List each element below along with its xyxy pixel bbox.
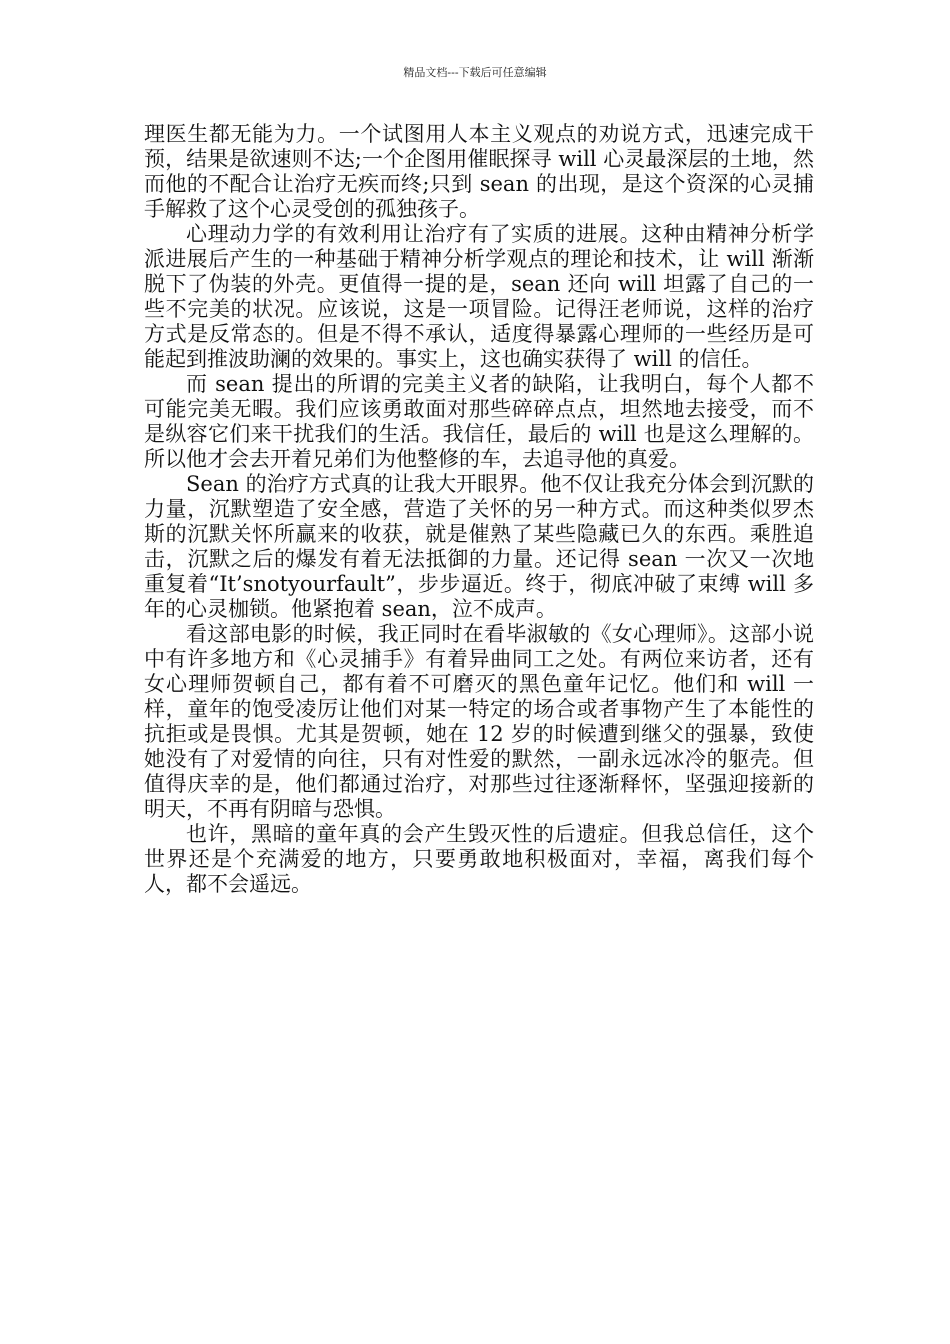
paragraph: 也许，黑暗的童年真的会产生毁灭性的后遗症。但我总信任，这个世界还是个充满爱的地方，只要勇敢地积极面对，幸福，离我们每个人，都不会遥远。 (144, 822, 814, 896)
paragraph: Sean 的治疗方式真的让我大开眼界。他不仅让我充分体会到沉默的力量，沉默塑造了安全感，营造了关怀的另一种方式。而这种类似罗杰斯的沉默关怀所赢来的收获，就是催熟了某些隐藏已久的东西。乘胜追击，沉默之后的爆发有着无法抵御的力量。还记得 sean 一次又一次地重复着“It’snotyourfault”，步步逼近。终于，彻底冲破了束缚 will 多年的心灵枷锁。他紧抱着 sean，泣不成声。 (144, 472, 814, 621)
document-body (144, 122, 814, 897)
page-header: 精品文档---下载后可任意编辑 (403, 66, 547, 79)
paragraph: 看这部电影的时候，我正同时在看毕淑敏的《女心理师》。这部小说中有许多地方和《心灵捕手》有着异曲同工之处。有两位来访者，还有女心理师贺顿自己，都有着不可磨灭的黑色童年记忆。他们和 will 一样，童年的饱受凌厉让他们对某一特定的场合或者事物产生了本能性的抗拒或是畏惧。尤其是贺顿，她在 12 岁的时候遭到继父的强暴，致使她没有了对爱情的向往，只有对性爱的默然，一副永远冰冷的躯壳。但值得庆幸的是，他们都通过治疗，对那些过往逐渐释怀，坚强迎接新的明天，不再有阴暗与恐惧。 (144, 622, 814, 821)
paragraph: 理医生都无能为力。一个试图用人本主义观点的劝说方式，迅速完成干预，结果是欲速则不达;一个企图用催眠探寻 will 心灵最深层的土地，然而他的不配合让治疗无疾而终;只到 sean 的出现，是这个资深的心灵捕手解救了这个心灵受创的孤独孩子。 (144, 122, 814, 221)
paragraph: 心理动力学的有效利用让治疗有了实质的进展。这种由精神分析学派进展后产生的一种基础于精神分析学观点的理论和技术，让 will 渐渐脱下了伪装的外壳。更值得一提的是，sean 还向 will 坦露了自己的一些不完美的状况。应该说，这是一项冒险。记得汪老师说，这样的治疗方式是反常态的。但是不得不承认，适度得暴露心理师的一些经历是可能起到推波助澜的效果的。事实上，这也确实获得了 will 的信任。 (144, 222, 814, 371)
paragraph: 而 sean 提出的所谓的完美主义者的缺陷，让我明白，每个人都不可能完美无暇。我们应该勇敢面对那些碎碎点点，坦然地去接受，而不是纵容它们来干扰我们的生活。我信任，最后的 will 也是这么理解的。所以他才会去开着兄弟们为他整修的车，去追寻他的真爱。 (144, 372, 814, 471)
